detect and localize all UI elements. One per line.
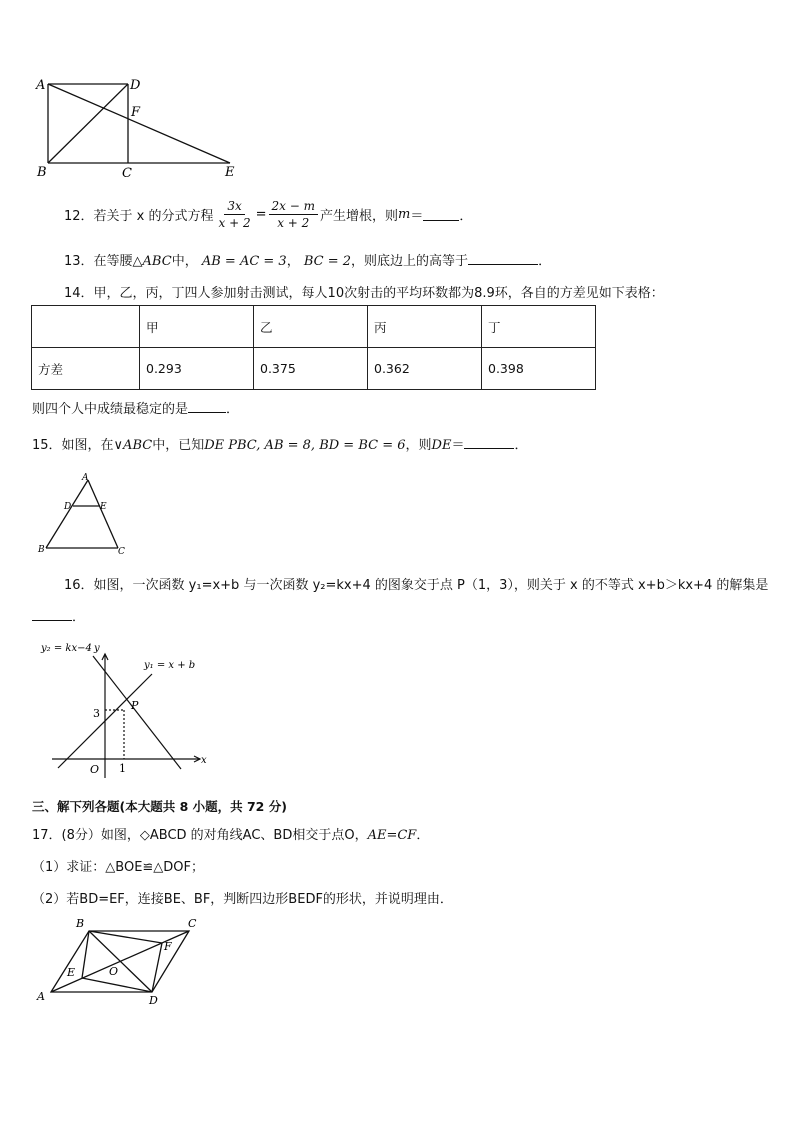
q15-prefix: 15．如图，在 [32,438,114,453]
point-label-B: B [38,545,45,555]
point-label-E: E [67,966,76,979]
q12-frac2-numerator: 2x − m [269,198,318,215]
q15-suffix: ，则 [405,438,432,453]
q13-answer-blank [468,252,538,265]
q15-de: DE [431,438,452,453]
table-header-cell: 甲 [140,306,254,348]
q12-eqsign: ＝ [410,208,424,224]
table-cell: 0.362 [368,348,482,390]
q12-frac2-denominator: x + 2 [277,215,310,230]
triangle-figure [34,470,134,560]
point-label-D: D [130,78,141,93]
q17-stem-math: AE=CF [367,828,417,843]
point-label-A: A [82,473,89,483]
question-14-text: 14．甲，乙，丙，丁四人参加射击测试，每人10次射击的平均环数都为8.9环，各自的方差见如下表格： [64,286,664,301]
graph-label-x-axis: x [201,755,207,766]
graph-label-3: 3 [93,707,100,720]
q12-fraction-left [216,198,254,231]
q13-mid: 中， [171,254,198,269]
q15-eqsign: ＝ [451,438,465,453]
question-15 [32,434,527,453]
q15-answer-blank [464,436,514,449]
point-label-C: C [118,547,125,557]
q13-separator: ， [286,254,300,269]
q14-after-text: 则四个人中成绩最稳定的是 [32,402,189,417]
q13-condition-2: BC = 2 [303,254,352,269]
table-header-cell: 丁 [482,306,596,348]
question-17-part-2: （2）若BD=EF，连接BE、BF，判断四边形BEDF的形状，并说明理由． [32,892,453,907]
q14-end: ． [226,402,240,417]
q12-suffix: 产生增根，则 [319,208,398,224]
variance-table [31,305,596,390]
q12-end: ． [459,208,473,224]
point-label-A: A [37,990,45,1003]
q17-stem-end: ． [416,828,430,843]
q12-frac1-denominator: x + 2 [218,215,251,230]
table-cell: 0.293 [140,348,254,390]
q15-triangle: ∨ABC [113,438,153,453]
q15-end: ． [514,438,528,453]
q13-prefix: 13．在等腰△ [64,254,143,269]
q14-answer-blank [188,400,226,413]
question-17-part-1: （1）求证：△BOE≌△DOF； [32,860,205,875]
table-header-cell: 乙 [254,306,368,348]
q13-condition-1: AB = AC = 3 [201,254,287,269]
section-3-heading: 三、解下列各题(本大题共 8 小题，共 72 分) [32,799,287,814]
q13-suffix: ，则底边上的高等于 [351,254,469,269]
table-header-cell [32,306,140,348]
table-cell: 0.375 [254,348,368,390]
question-12 [64,194,472,234]
point-label-B: B [37,165,47,180]
question-16-text: 16．如图，一次函数 y₁=x+b 与一次函数 y₂=kx+4 的图象交于点 P（1，3），则关于 x 的不等式 x+b＞kx+4 的解集是 [64,578,769,593]
point-label-F: F [164,940,172,953]
point-label-D: D [149,994,158,1006]
table-header-cell: 丙 [368,306,482,348]
point-label-C: C [122,166,132,181]
q12-equals: = [255,206,267,222]
rectangle-figure [30,72,250,182]
graph-label-y1: y₁ = x + b [144,660,196,671]
question-13 [64,250,551,269]
question-17-stem [32,824,429,843]
question-14-after [32,398,239,417]
point-label-E: E [100,502,107,512]
q12-fraction-right [269,198,318,231]
parallelogram-figure [34,912,214,1006]
graph-label-y-axis: y [94,643,100,654]
q13-end: ． [538,254,552,269]
table-cell: 0.398 [482,348,596,390]
q15-mid: 中，已知 [152,438,205,453]
graph-label-1: 1 [119,762,126,775]
q12-prefix: 12．若关于 x 的分式方程 [64,208,214,224]
function-graph-figure [38,636,228,784]
point-label-A: A [36,78,46,93]
q12-variable: m [398,206,411,222]
point-label-O: O [109,965,119,978]
q12-answer-blank [423,208,459,221]
q16-end: ． [72,610,86,625]
point-label-B: B [76,917,85,930]
point-label-E: E [225,165,235,180]
q13-triangle: ABC [142,254,172,269]
table-row [32,348,596,390]
q17-stem-prefix: 17．(8分）如图，◇ABCD 的对角线AC、BD相交于点O， [32,828,368,843]
point-label-F: F [131,105,141,120]
question-16-blank-line [32,606,85,625]
graph-label-origin: O [90,763,100,776]
point-label-D: D [64,502,72,512]
q16-answer-blank [32,608,72,621]
table-header-row [32,306,596,348]
table-row-label: 方差 [32,348,140,390]
q15-condition: DE PBC, AB = 8, BD = BC = 6 [204,438,406,453]
q12-frac1-numerator: 3x [224,198,244,215]
graph-label-y2: y₂ = kx−4 [41,643,92,654]
point-label-C: C [188,917,197,930]
graph-label-P: P [131,699,139,712]
